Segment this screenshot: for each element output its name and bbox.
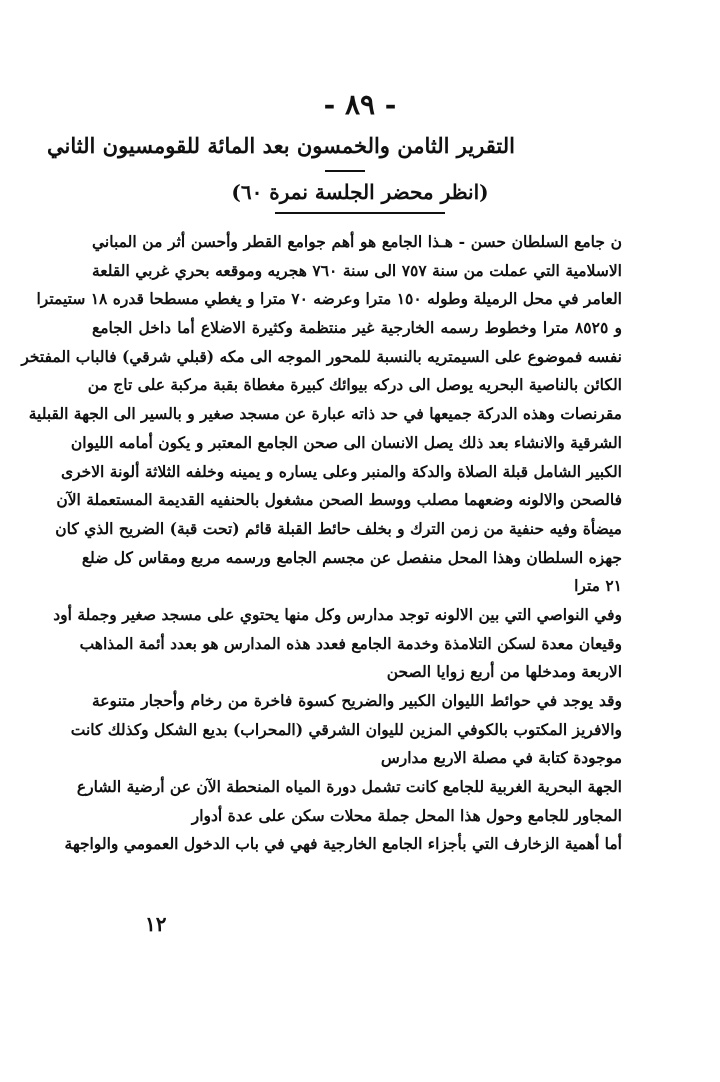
text-line: وفي النواصي التي بين الالونه توجد مدارس وكل منها يحتوي على مسجد صغير وجملة أود <box>53 604 622 624</box>
text-line: الجهة البحرية الغربية للجامع كانت تشمل دورة المياه المنحطة الآن عن أرضية الشارع <box>76 777 622 797</box>
text-line: وقيعان معدة لسكن التلامذة وخدمة الجامع فعدد هذه المدارس هو بعدد أئمة المذاهب <box>79 633 622 653</box>
text-line: والافريز المكتوب بالكوفي المزين لليوان الشرقي (المحراب) بديع الشكل وكذلك كانت <box>70 719 622 739</box>
text-line: فالصحن والالونه وضعهما مصلب ووسط الصحن مشغول بالحنفيه القديمة المستعملة الآن <box>56 490 622 510</box>
text-line: جهزه السلطان وهذا المحل منفصل عن مجسم الجامع ورسمه مربع ومقاس كل ضلع <box>81 547 622 567</box>
text-line: العامر في محل الرميلة وطوله ١٥٠ مترا وعرضه ٧٠ مترا و يغطي مسطحا قدره ١٨ ستيمترا <box>36 289 622 309</box>
text-line: نفسه فموضوع على السيمتريه بالنسبة للمحور الموجه الى مكه (قبلي شرقي) فالباب المفتخر <box>21 346 622 366</box>
text-line: المجاور للجامع وحول هذا المحل جملة محلات سكن على عدة أدوار <box>191 805 622 825</box>
subtitle-underline <box>275 212 445 214</box>
text-line: و ٨٥٢٥ مترا وخطوط رسمه الخارجية غير منتظمة وكثيرة الاضلاع أما داخل الجامع <box>92 318 623 338</box>
page-title: التقرير الثامن والخمسون بعد المائة للقومسيون الثاني <box>47 133 515 158</box>
title-divider <box>325 170 365 172</box>
text-line: ن جامع السلطان حسن - هـذا الجامع هو أهم جوامع القطر وأحسن أثر من المباني <box>92 232 622 251</box>
page-subtitle: (انظر محضر الجلسة نمرة ٦٠) <box>231 180 489 204</box>
text-line: الاسلامية التي عملت من سنة ٧٥٧ الى سنة ٧٦٠ هجريه وموقعه بحري غربي القلعة <box>92 260 622 280</box>
text-line: ميضأة وفيه حنفية من زمن الترك و بخلف حائط القبلة قائم (تحت قبة) الضريح الذي كان <box>55 518 622 538</box>
text-line: أما أهمية الزخارف التي بأجزاء الجامع الخارجية فهي في باب الدخول العمومي والواجهة <box>64 834 622 854</box>
text-line: الاربعة ومدخلها من أربع زوايا الصحن <box>386 662 622 682</box>
body-text <box>21 228 623 859</box>
text-line: ٢١ مترا <box>574 576 622 596</box>
text-line: الكبير الشامل قبلة الصلاة والدكة والمنبر وعلى يساره و يمينه وخلفه الثلاثة ألونة الاخرى <box>60 461 622 481</box>
page-number: - ٨٩ - <box>323 88 397 121</box>
text-line: الكائن بالناصية البحريه يوصل الى دركه بيوائك كبيرة مغطاة بقبة مركبة على تاج من <box>87 375 622 395</box>
signature-number: ١٢ <box>145 912 167 936</box>
text-line: الشرقية والانشاء بعد ذلك يصل الانسان الى صحن الجامع المعتبر و يكون أمامه الليوان <box>70 432 622 452</box>
text-line: مقرنصات وهذه الدركة جميعها في حد ذاته عبارة عن مسجد صغير و بالسير الى الجهة القبلية <box>28 404 622 424</box>
text-line: وقد يوجد في حوائط الليوان الكبير والضريح كسوة فاخرة من رخام وأحجار متنوعة <box>92 691 622 710</box>
text-line: موجودة كتابة في مصلة الاربع مدارس <box>380 748 622 768</box>
